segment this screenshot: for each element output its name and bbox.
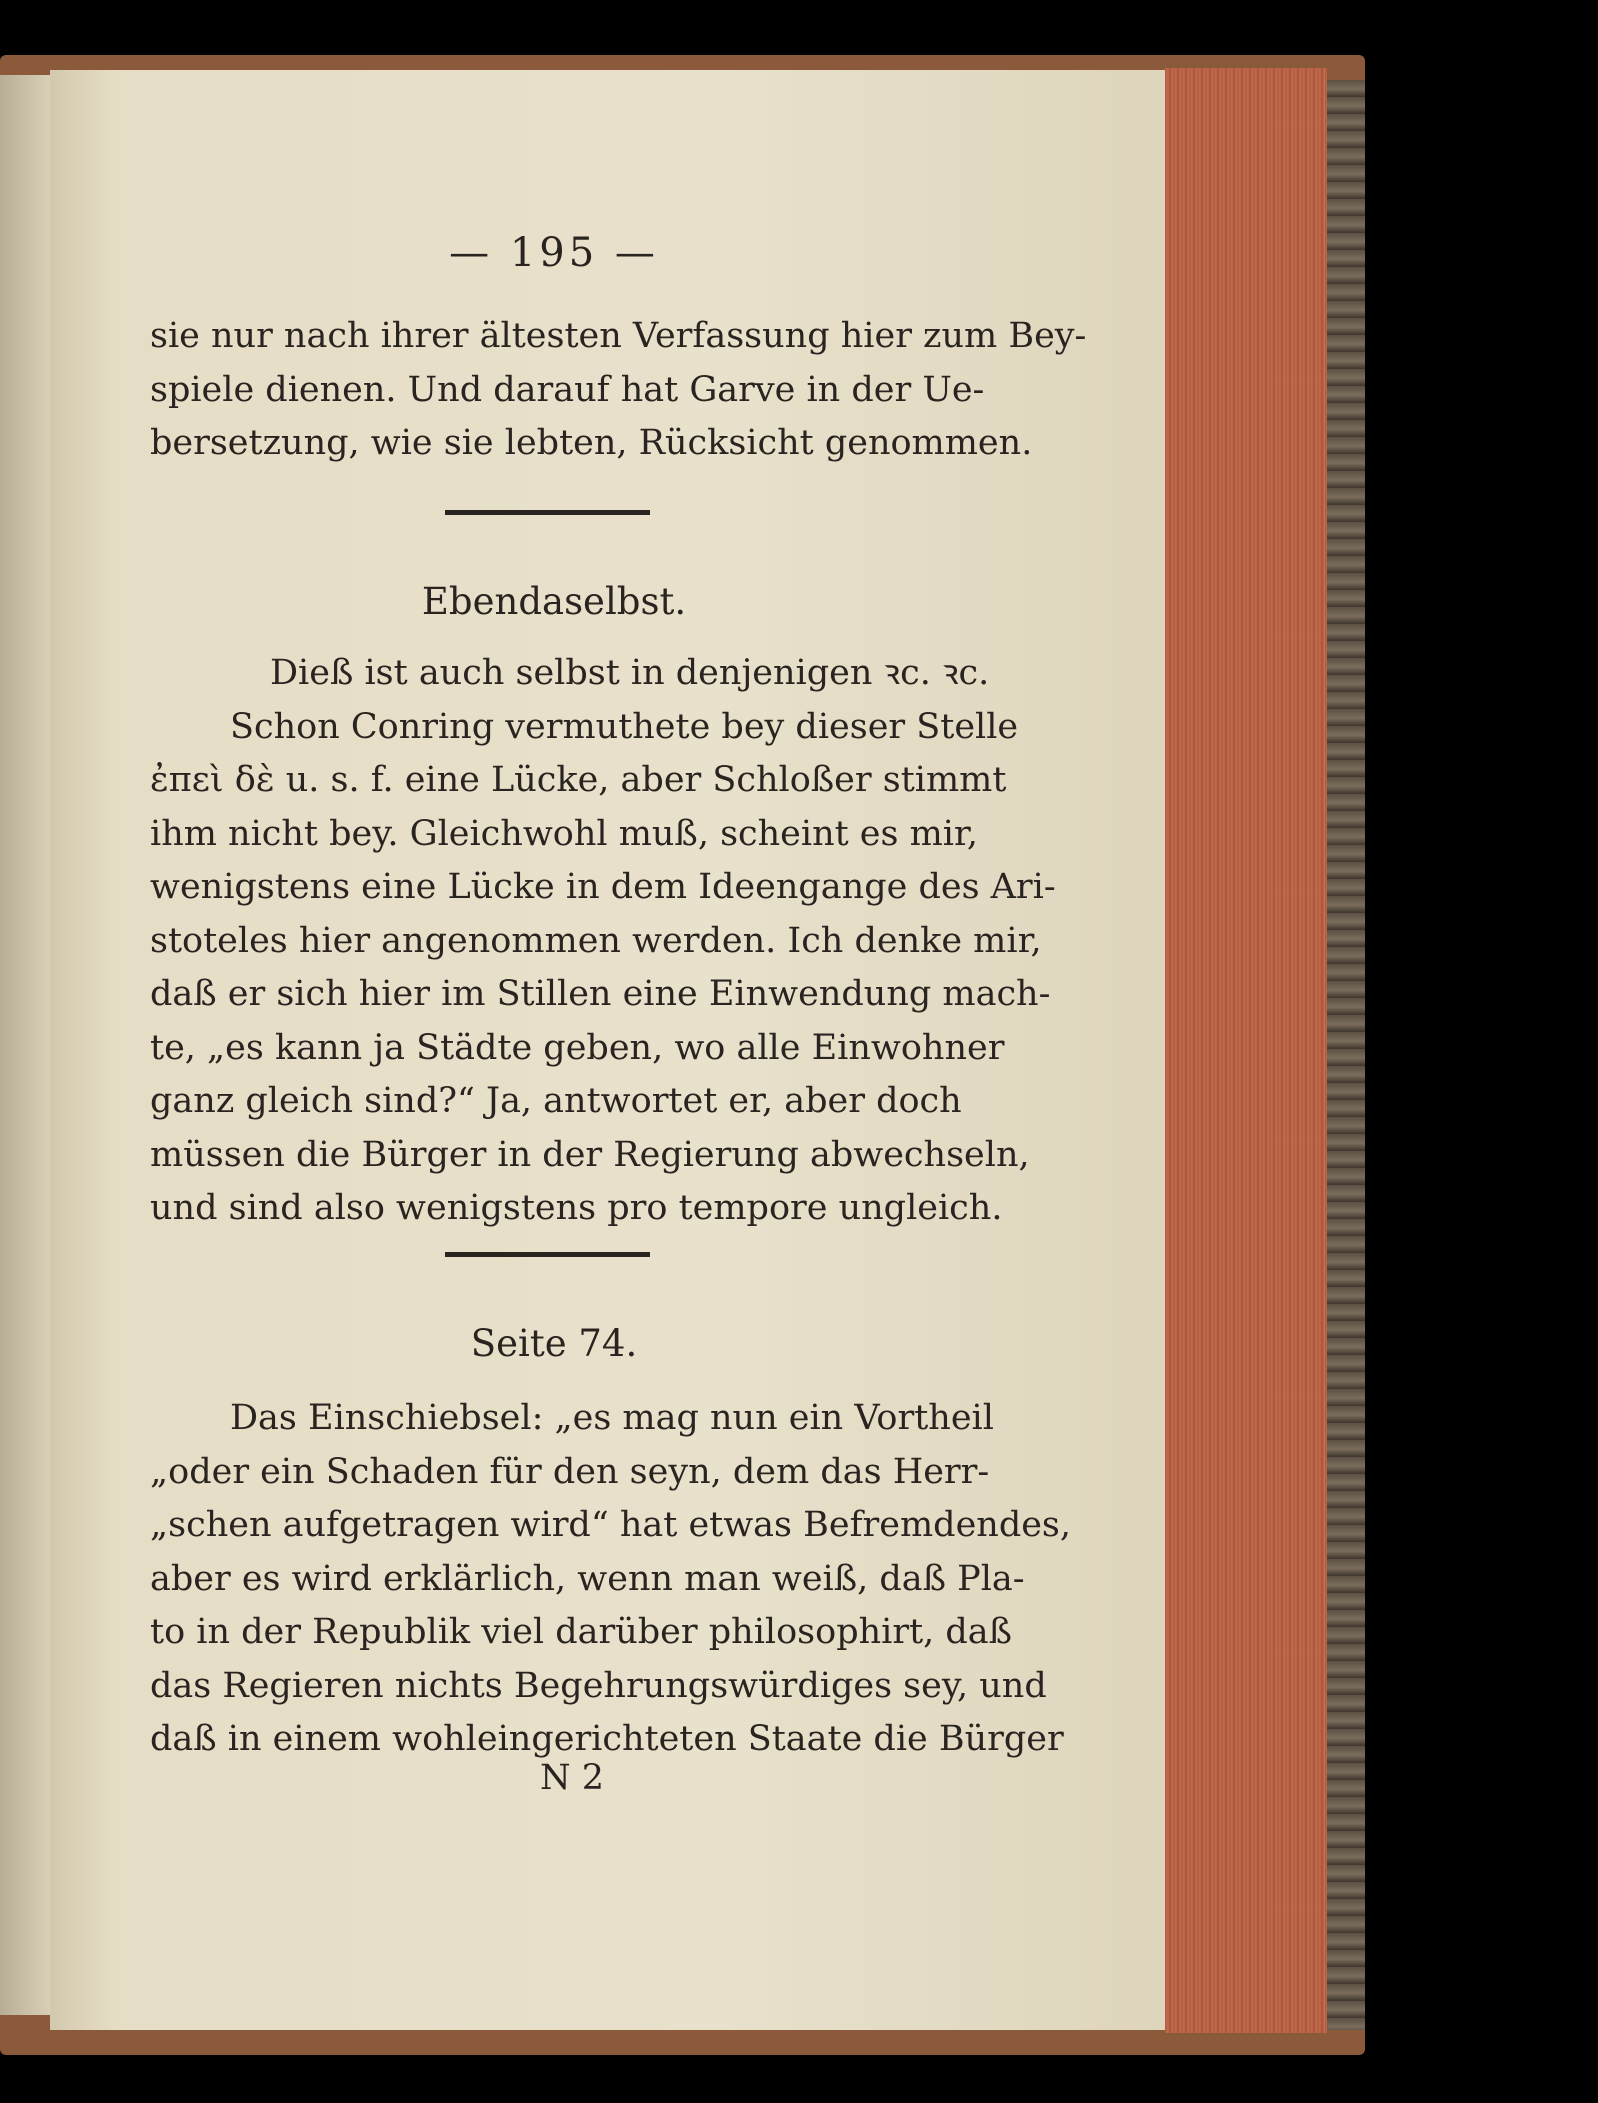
facing-page-edge (0, 75, 50, 2015)
intro-paragraph (150, 310, 1087, 471)
section-1-body (150, 647, 1056, 1236)
section-heading: Seite 74. (470, 1322, 638, 1365)
page-number: — 195 — (449, 230, 659, 276)
text-line: to in der Republik viel darüber philosophirt, daß (150, 1612, 1013, 1652)
text-line: ihm nicht bey. Gleichwohl muß, scheint es mir, (150, 813, 979, 854)
text-line: sie nur nach ihrer ältesten Verfassung hier zum Bey- (150, 316, 1087, 356)
text-line: Das Einschiebsel: „es mag nun ein Vortheil (230, 1398, 994, 1438)
text-line: te, „es kann ja Städte geben, wo alle Einwohner (150, 1027, 1005, 1068)
text-line: Dieß ist auch selbst in denjenigen ꝛc. ꝛc. (270, 653, 990, 693)
section-2-body (150, 1392, 1072, 1767)
section-divider (445, 510, 650, 515)
text-line: „oder ein Schaden für den seyn, dem das Herr- (150, 1451, 990, 1492)
text-line: aber es wird erklärlich, wenn man weiß, daß Pla- (150, 1558, 1025, 1599)
text-line: daß in einem wohleingerichteten Staate die Bürger (150, 1719, 1064, 1759)
text-line: wenigstens eine Lücke in dem Ideengange des Ari- (150, 867, 1056, 907)
text-line: müssen die Bürger in der Regierung abwechseln, (150, 1134, 1030, 1175)
text-line: ἐπεὶ δὲ u. s. f. eine Lücke, aber Schloßer stimmt (150, 760, 1007, 800)
marbled-cover-edge (1327, 80, 1365, 2030)
page-fore-edge (1165, 68, 1327, 2033)
text-line: stoteles hier angenommen werden. Ich denke mir, (150, 920, 1042, 961)
signature-mark: N 2 (540, 1758, 605, 1798)
text-line: und sind also wenigstens pro tempore ungleich. (150, 1188, 1003, 1228)
text-line: bersetzung, wie sie lebten, Rücksicht genommen. (150, 423, 1033, 463)
text-line: „schen aufgetragen wird“ hat etwas Befremdendes, (150, 1505, 1072, 1545)
text-line: ganz gleich sind?“ Ja, antwortet er, aber doch (150, 1081, 962, 1121)
text-line: spiele dienen. Und darauf hat Garve in der Ue- (150, 369, 985, 410)
text-line: das Regieren nichts Begehrungswürdiges sey, und (150, 1665, 1047, 1706)
section-divider (445, 1252, 650, 1257)
text-line: Schon Conring vermuthete bey dieser Stelle (230, 706, 1019, 747)
section-heading: Ebendaselbst. (421, 580, 687, 623)
text-line: daß er sich hier im Stillen eine Einwendung mach- (150, 974, 1051, 1014)
